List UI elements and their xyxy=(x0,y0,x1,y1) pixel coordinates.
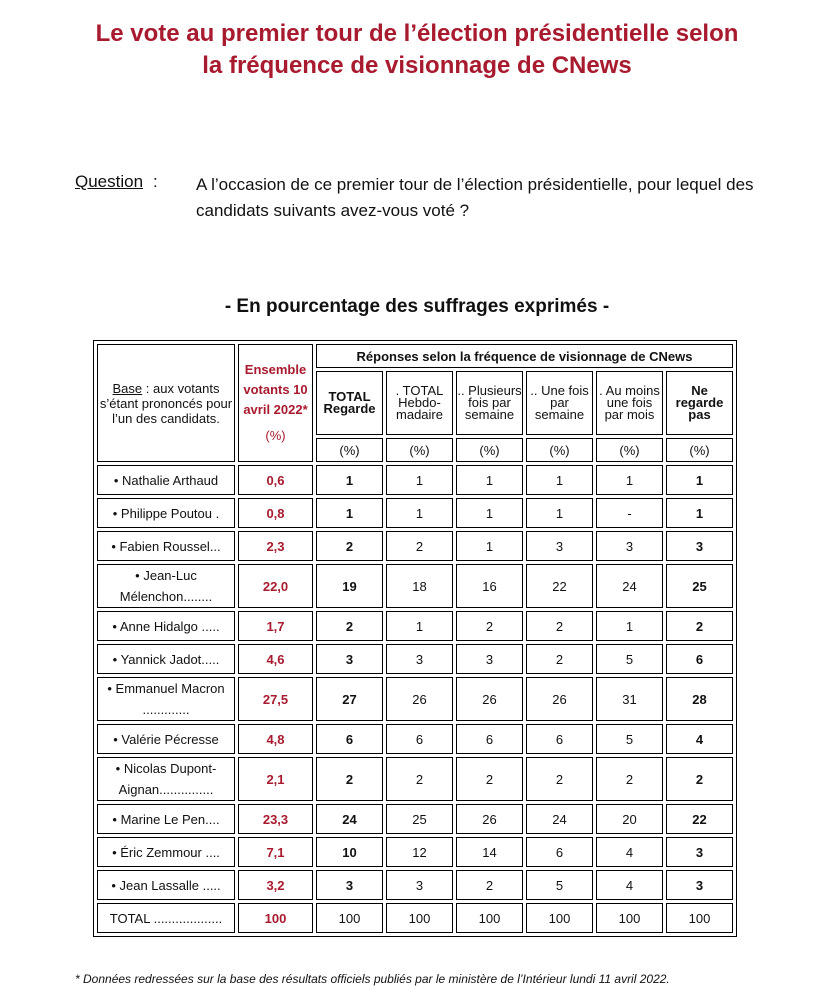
table-row xyxy=(97,465,733,495)
cell-value: 22 xyxy=(526,564,593,608)
cell-value: 1 xyxy=(456,465,523,495)
ensemble-value: 100 xyxy=(238,903,313,933)
cell-value: 6 xyxy=(386,724,453,754)
ensemble-value: 2,1 xyxy=(238,757,313,801)
cell-value: 24 xyxy=(596,564,663,608)
candidate-name: • Éric Zemmour .... xyxy=(97,837,235,867)
title-line-1: Le vote au premier tour de l’élection présidentielle selon xyxy=(95,20,739,47)
cell-value: 2 xyxy=(316,531,383,561)
ensemble-value: 3,2 xyxy=(238,870,313,900)
cell-value: 2 xyxy=(666,757,733,801)
column-header: .. Plusieurs fois par semaine xyxy=(456,371,523,435)
ensemble-value: 22,0 xyxy=(238,564,313,608)
cell-value: 4 xyxy=(596,837,663,867)
cell-value: 1 xyxy=(596,611,663,641)
page-title xyxy=(0,18,834,82)
ensemble-value: 7,1 xyxy=(238,837,313,867)
column-header: .. Une fois par semaine xyxy=(526,371,593,435)
cell-value: 6 xyxy=(456,724,523,754)
table-subtitle: - En pourcentage des suffrages exprimés - xyxy=(224,296,610,317)
cell-value: 2 xyxy=(526,757,593,801)
column-unit: (%) xyxy=(316,438,383,462)
base-cell xyxy=(97,344,235,462)
column-unit: (%) xyxy=(596,438,663,462)
cell-value: 3 xyxy=(316,870,383,900)
question-text: A l’occasion de ce premier tour de l’élection présidentielle, pour lequel des candidats suivants avez-vous voté ? xyxy=(196,175,754,220)
question-label: Question xyxy=(75,172,144,191)
table-row xyxy=(97,611,733,641)
candidate-name: • Marine Le Pen.... xyxy=(97,804,235,834)
table-row xyxy=(97,498,733,528)
cell-value: 16 xyxy=(456,564,523,608)
cell-value: 28 xyxy=(666,677,733,721)
cell-value: 2 xyxy=(526,611,593,641)
ensemble-header xyxy=(238,344,313,462)
cell-value: 6 xyxy=(526,837,593,867)
candidate-name: • Fabien Roussel... xyxy=(97,531,235,561)
question-colon: : xyxy=(153,172,158,191)
cell-value: 26 xyxy=(456,804,523,834)
cell-value: 2 xyxy=(456,611,523,641)
ensemble-unit: (%) xyxy=(265,428,286,443)
cell-value: 26 xyxy=(526,677,593,721)
total-label: TOTAL ................... xyxy=(97,903,235,933)
cell-value: 25 xyxy=(666,564,733,608)
cell-value: 100 xyxy=(666,903,733,933)
cell-value: 3 xyxy=(386,870,453,900)
candidate-name: • Nathalie Arthaud xyxy=(97,465,235,495)
column-unit: (%) xyxy=(386,438,453,462)
cell-value: 25 xyxy=(386,804,453,834)
cell-value: 1 xyxy=(456,531,523,561)
cell-value: 2 xyxy=(316,757,383,801)
cell-value: 2 xyxy=(386,757,453,801)
cell-value: 1 xyxy=(316,498,383,528)
candidate-name: • Anne Hidalgo ..... xyxy=(97,611,235,641)
ensemble-value: 4,8 xyxy=(238,724,313,754)
ensemble-value: 4,6 xyxy=(238,644,313,674)
cell-value: 3 xyxy=(596,531,663,561)
column-unit: (%) xyxy=(666,438,733,462)
ensemble-value: 1,7 xyxy=(238,611,313,641)
table-row xyxy=(97,677,733,721)
table-row xyxy=(97,644,733,674)
cell-value: 2 xyxy=(526,644,593,674)
cell-value: 1 xyxy=(526,465,593,495)
cell-value: 5 xyxy=(526,870,593,900)
cell-value: 20 xyxy=(596,804,663,834)
cell-value: 19 xyxy=(316,564,383,608)
cell-value: 14 xyxy=(456,837,523,867)
cell-value: 2 xyxy=(666,611,733,641)
cell-value: 27 xyxy=(316,677,383,721)
cell-value: 100 xyxy=(386,903,453,933)
table-row xyxy=(97,757,733,801)
cell-value: 3 xyxy=(456,644,523,674)
cell-value: 2 xyxy=(456,757,523,801)
cell-value: 100 xyxy=(316,903,383,933)
cell-value: 1 xyxy=(666,498,733,528)
footnote: * Données redressées sur la base des résultats officiels publiés par le ministère de l’Intérieur lundi 11 avril 2022. xyxy=(75,972,670,986)
cell-value: 26 xyxy=(456,677,523,721)
candidate-name: • Philippe Poutou . xyxy=(97,498,235,528)
cell-value: 10 xyxy=(316,837,383,867)
candidate-name: • Emmanuel Macron ............. xyxy=(97,677,235,721)
column-header: Ne regarde pas xyxy=(666,371,733,435)
column-unit: (%) xyxy=(456,438,523,462)
title-line-2: la fréquence de visionnage de CNews xyxy=(202,52,632,79)
cell-value: 1 xyxy=(596,465,663,495)
ensemble-header-label: Ensemble votants 10 avril 2022* xyxy=(243,362,308,417)
cell-value: 12 xyxy=(386,837,453,867)
cell-value: 31 xyxy=(596,677,663,721)
candidate-name: • Yannick Jadot..... xyxy=(97,644,235,674)
cell-value: 3 xyxy=(316,644,383,674)
cell-value: 5 xyxy=(596,644,663,674)
total-row xyxy=(97,903,733,933)
cell-value: 18 xyxy=(386,564,453,608)
table-row xyxy=(97,837,733,867)
cell-value: 4 xyxy=(596,870,663,900)
cell-value: 1 xyxy=(316,465,383,495)
cell-value: 1 xyxy=(386,465,453,495)
cell-value: 4 xyxy=(666,724,733,754)
cell-value: 3 xyxy=(526,531,593,561)
cell-value: 2 xyxy=(596,757,663,801)
cell-value: 1 xyxy=(456,498,523,528)
ensemble-value: 0,6 xyxy=(238,465,313,495)
cell-value: 1 xyxy=(386,498,453,528)
cell-value: 22 xyxy=(666,804,733,834)
cell-value: 100 xyxy=(456,903,523,933)
table-row xyxy=(97,870,733,900)
cell-value: 26 xyxy=(386,677,453,721)
column-header: . Au moins une fois par mois xyxy=(596,371,663,435)
cell-value: 6 xyxy=(666,644,733,674)
cell-value: 3 xyxy=(386,644,453,674)
base-label: Base xyxy=(112,380,143,396)
cell-value: 2 xyxy=(456,870,523,900)
base-text: : aux votants s’étant prononcés pour l’un des candidats. xyxy=(99,380,233,426)
cell-value: 24 xyxy=(526,804,593,834)
table-row xyxy=(97,804,733,834)
cell-value: 100 xyxy=(526,903,593,933)
candidate-name: • Jean-Luc Mélenchon........ xyxy=(97,564,235,608)
results-table xyxy=(93,340,737,937)
cell-value: 24 xyxy=(316,804,383,834)
column-header: . TOTAL Hebdo-madaire xyxy=(386,371,453,435)
cell-value: 3 xyxy=(666,837,733,867)
cell-value: 5 xyxy=(596,724,663,754)
column-header: TOTAL Regarde xyxy=(316,371,383,435)
cell-value: 3 xyxy=(666,531,733,561)
ensemble-value: 2,3 xyxy=(238,531,313,561)
cell-value: 3 xyxy=(666,870,733,900)
cell-value: - xyxy=(596,498,663,528)
column-unit: (%) xyxy=(526,438,593,462)
cell-value: 100 xyxy=(596,903,663,933)
candidate-name: • Nicolas Dupont-Aignan............... xyxy=(97,757,235,801)
cell-value: 2 xyxy=(316,611,383,641)
candidate-name: • Jean Lassalle ..... xyxy=(97,870,235,900)
table-row xyxy=(97,531,733,561)
table-row xyxy=(97,564,733,608)
table-row xyxy=(97,724,733,754)
ensemble-value: 23,3 xyxy=(238,804,313,834)
cell-value: 1 xyxy=(666,465,733,495)
cell-value: 2 xyxy=(386,531,453,561)
cell-value: 6 xyxy=(316,724,383,754)
ensemble-value: 0,8 xyxy=(238,498,313,528)
cell-value: 1 xyxy=(526,498,593,528)
group-header: Réponses selon la fréquence de visionnage de CNews xyxy=(316,344,733,368)
cell-value: 1 xyxy=(386,611,453,641)
ensemble-value: 27,5 xyxy=(238,677,313,721)
candidate-name: • Valérie Pécresse xyxy=(97,724,235,754)
cell-value: 6 xyxy=(526,724,593,754)
